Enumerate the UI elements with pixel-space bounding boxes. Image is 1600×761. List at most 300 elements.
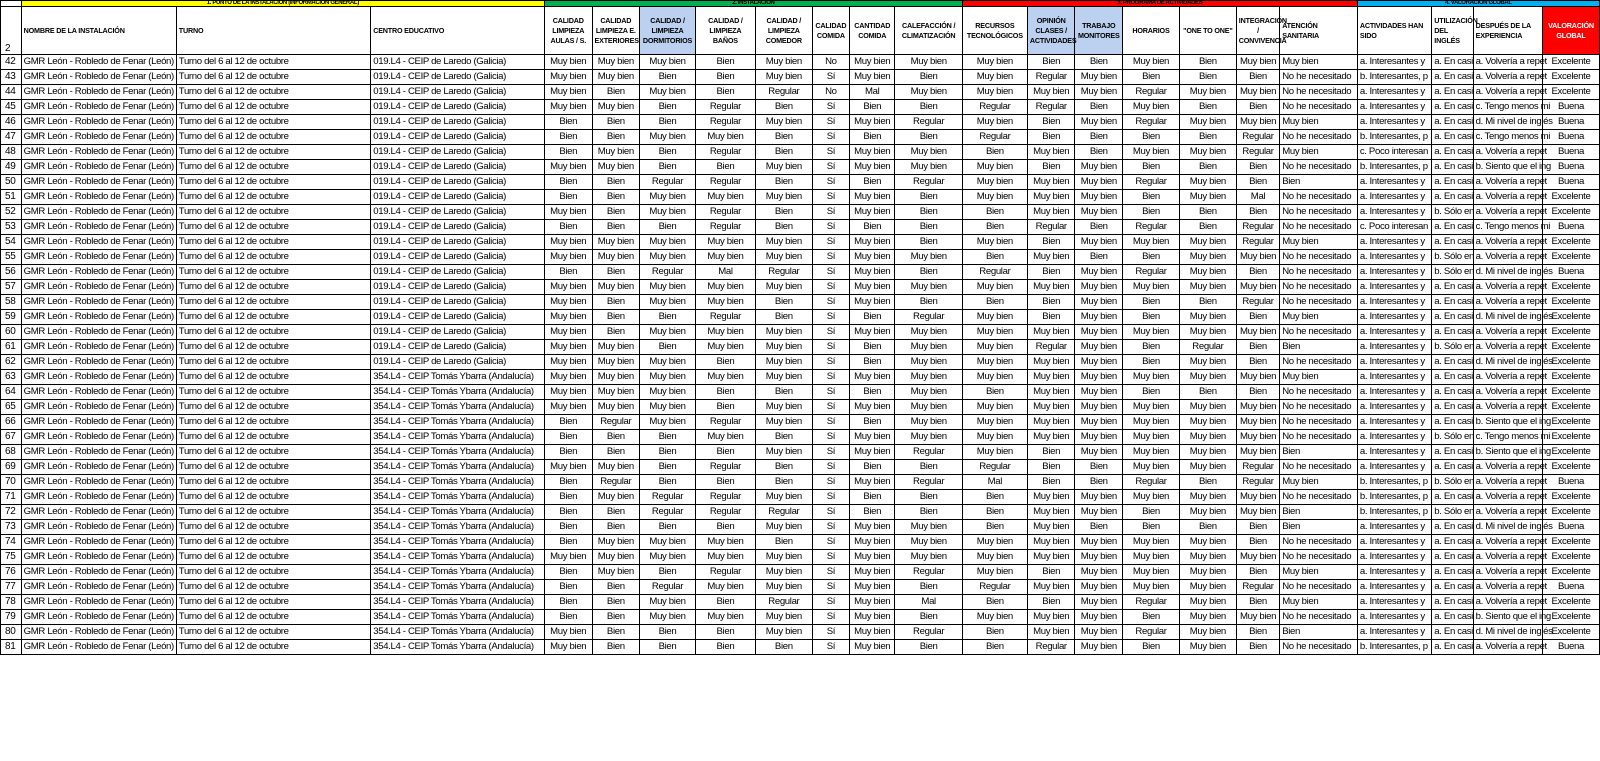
column-header[interactable]: TURNO xyxy=(176,7,370,55)
table-cell[interactable]: Muy bien xyxy=(640,550,696,565)
table-cell[interactable]: Regular xyxy=(1123,595,1180,610)
row-number[interactable]: 51 xyxy=(1,190,22,205)
table-cell[interactable]: 354.L4 - CEIP Tomás Ybarra (Andalucía) xyxy=(371,535,545,550)
table-cell[interactable]: Muy bien xyxy=(849,145,895,160)
table-cell[interactable]: Excelente xyxy=(1542,400,1599,415)
table-cell[interactable]: Muy bien xyxy=(1027,610,1075,625)
table-cell[interactable]: Regular xyxy=(640,580,696,595)
table-cell[interactable]: Sí xyxy=(812,505,849,520)
table-cell[interactable]: Muy bien xyxy=(544,550,592,565)
table-cell[interactable]: Muy bien xyxy=(592,145,640,160)
table-cell[interactable]: GMR León - Robledo de Fenar (León) xyxy=(21,130,176,145)
table-cell[interactable]: Muy bien xyxy=(1123,550,1180,565)
table-cell[interactable]: Bien xyxy=(849,505,895,520)
table-cell[interactable]: Muy bien xyxy=(1280,115,1358,130)
table-cell[interactable]: Turno del 6 al 12 de octubre xyxy=(176,565,370,580)
table-cell[interactable]: Muy bien xyxy=(849,70,895,85)
table-cell[interactable]: a. Interesantes y xyxy=(1357,55,1431,70)
table-cell[interactable]: Muy bien xyxy=(1123,100,1180,115)
table-cell[interactable]: Bien xyxy=(592,520,640,535)
table-cell[interactable]: Bien xyxy=(695,445,755,460)
table-cell[interactable]: a. En casi xyxy=(1432,550,1473,565)
table-cell[interactable]: No he necesitado xyxy=(1280,325,1358,340)
table-cell[interactable]: Muy bien xyxy=(1123,400,1180,415)
table-cell[interactable]: Excelente xyxy=(1542,610,1599,625)
table-cell[interactable]: 354.L4 - CEIP Tomás Ybarra (Andalucía) xyxy=(371,475,545,490)
table-cell[interactable]: a. En casi xyxy=(1432,190,1473,205)
table-cell[interactable]: Sí xyxy=(812,370,849,385)
table-cell[interactable]: Muy bien xyxy=(962,340,1027,355)
section-activities[interactable]: 3. PROGRAMA DE ACTIVIDADES xyxy=(962,1,1357,7)
table-cell[interactable]: Muy bien xyxy=(640,85,696,100)
table-cell[interactable]: Bien xyxy=(592,85,640,100)
table-cell[interactable]: a. En casi xyxy=(1432,85,1473,100)
table-cell[interactable]: Bien xyxy=(755,430,812,445)
table-cell[interactable]: Regular xyxy=(1027,640,1075,655)
table-cell[interactable]: Turno del 6 al 12 de octubre xyxy=(176,430,370,445)
table-cell[interactable]: Turno del 6 al 12 de octubre xyxy=(176,640,370,655)
table-cell[interactable]: Sí xyxy=(812,550,849,565)
table-cell[interactable]: a. Volvería a repet xyxy=(1473,145,1542,160)
table-cell[interactable]: Sí xyxy=(812,640,849,655)
table-cell[interactable]: Bien xyxy=(962,145,1027,160)
table-cell[interactable]: Excelente xyxy=(1542,355,1599,370)
table-cell[interactable]: 019.L4 - CEIP de Laredo (Galicia) xyxy=(371,355,545,370)
table-cell[interactable]: Muy bien xyxy=(1179,325,1236,340)
table-cell[interactable]: Regular xyxy=(895,475,962,490)
table-cell[interactable]: a. Interesantes y xyxy=(1357,250,1431,265)
table-cell[interactable]: Muy bien xyxy=(895,250,962,265)
table-cell[interactable]: a. Interesantes y xyxy=(1357,580,1431,595)
table-cell[interactable]: Bien xyxy=(1280,505,1358,520)
column-header[interactable]: VALORACIÓN GLOBAL xyxy=(1542,7,1599,55)
table-cell[interactable]: 354.L4 - CEIP Tomás Ybarra (Andalucía) xyxy=(371,550,545,565)
row-number[interactable]: 76 xyxy=(1,565,22,580)
table-cell[interactable]: GMR León - Robledo de Fenar (León) xyxy=(21,160,176,175)
table-cell[interactable]: Bien xyxy=(1236,175,1279,190)
row-number[interactable]: 47 xyxy=(1,130,22,145)
table-cell[interactable]: Muy bien xyxy=(849,370,895,385)
table-cell[interactable]: Muy bien xyxy=(1236,445,1279,460)
table-cell[interactable]: GMR León - Robledo de Fenar (León) xyxy=(21,100,176,115)
table-cell[interactable]: Excelente xyxy=(1542,190,1599,205)
row-number[interactable]: 55 xyxy=(1,250,22,265)
table-cell[interactable]: Muy bien xyxy=(755,490,812,505)
table-cell[interactable]: Sí xyxy=(812,445,849,460)
table-cell[interactable]: Bien xyxy=(962,205,1027,220)
table-cell[interactable]: Muy bien xyxy=(755,325,812,340)
table-cell[interactable]: Bien xyxy=(1123,190,1180,205)
table-cell[interactable]: b. Interesantes, p xyxy=(1357,70,1431,85)
table-cell[interactable]: a. En casi xyxy=(1432,325,1473,340)
table-cell[interactable]: Muy bien xyxy=(640,250,696,265)
table-cell[interactable]: Bien xyxy=(544,445,592,460)
table-cell[interactable]: Regular xyxy=(895,565,962,580)
table-cell[interactable]: Muy bien xyxy=(1280,235,1358,250)
table-cell[interactable]: Muy bien xyxy=(544,280,592,295)
table-cell[interactable]: Muy bien xyxy=(1123,325,1180,340)
table-cell[interactable]: Muy bien xyxy=(849,625,895,640)
table-cell[interactable]: 354.L4 - CEIP Tomás Ybarra (Andalucía) xyxy=(371,490,545,505)
table-cell[interactable]: a. Interesantes y xyxy=(1357,535,1431,550)
table-cell[interactable]: a. En casi xyxy=(1432,490,1473,505)
table-cell[interactable]: Bien xyxy=(1179,220,1236,235)
table-cell[interactable]: Muy bien xyxy=(1123,535,1180,550)
table-cell[interactable]: Muy bien xyxy=(755,340,812,355)
table-cell[interactable]: Bien xyxy=(640,625,696,640)
row-number[interactable]: 67 xyxy=(1,430,22,445)
table-cell[interactable]: Muy bien xyxy=(895,430,962,445)
table-cell[interactable]: Bien xyxy=(1236,340,1279,355)
table-cell[interactable]: a. En casi xyxy=(1432,640,1473,655)
table-cell[interactable]: Muy bien xyxy=(640,370,696,385)
table-cell[interactable]: Regular xyxy=(1027,220,1075,235)
table-cell[interactable]: Bien xyxy=(695,55,755,70)
table-cell[interactable]: GMR León - Robledo de Fenar (León) xyxy=(21,190,176,205)
table-cell[interactable]: GMR León - Robledo de Fenar (León) xyxy=(21,550,176,565)
row-number[interactable]: 44 xyxy=(1,85,22,100)
table-cell[interactable]: GMR León - Robledo de Fenar (León) xyxy=(21,55,176,70)
table-cell[interactable]: a. En casi xyxy=(1432,310,1473,325)
table-cell[interactable]: Muy bien xyxy=(1179,370,1236,385)
table-cell[interactable]: No he necesitado xyxy=(1280,130,1358,145)
table-cell[interactable]: Muy bien xyxy=(1123,580,1180,595)
table-cell[interactable]: Buena xyxy=(1542,580,1599,595)
table-cell[interactable]: Bien xyxy=(1075,250,1123,265)
table-cell[interactable]: GMR León - Robledo de Fenar (León) xyxy=(21,640,176,655)
table-cell[interactable]: Regular xyxy=(695,115,755,130)
table-cell[interactable]: Regular xyxy=(1123,220,1180,235)
table-cell[interactable]: Bien xyxy=(1027,310,1075,325)
table-cell[interactable]: No he necesitado xyxy=(1280,160,1358,175)
table-cell[interactable]: 019.L4 - CEIP de Laredo (Galicia) xyxy=(371,340,545,355)
table-cell[interactable]: Muy bien xyxy=(1123,460,1180,475)
table-cell[interactable]: Muy bien xyxy=(962,445,1027,460)
table-cell[interactable]: Muy bien xyxy=(592,235,640,250)
table-cell[interactable]: Excelente xyxy=(1542,340,1599,355)
table-cell[interactable]: a. Interesantes y xyxy=(1357,355,1431,370)
column-header[interactable]: CALIDAD LIMPIEZA E. EXTERIORES xyxy=(592,7,640,55)
table-cell[interactable]: Muy bien xyxy=(1075,535,1123,550)
table-cell[interactable]: Muy bien xyxy=(1075,550,1123,565)
table-cell[interactable]: Muy bien xyxy=(1179,625,1236,640)
table-cell[interactable]: Muy bien xyxy=(1179,580,1236,595)
table-cell[interactable]: Regular xyxy=(1123,175,1180,190)
row-number[interactable]: 58 xyxy=(1,295,22,310)
table-cell[interactable]: Muy bien xyxy=(1075,325,1123,340)
table-cell[interactable]: Sí xyxy=(812,490,849,505)
table-cell[interactable]: Muy bien xyxy=(962,85,1027,100)
table-cell[interactable]: Bien xyxy=(755,205,812,220)
table-cell[interactable]: GMR León - Robledo de Fenar (León) xyxy=(21,145,176,160)
table-cell[interactable]: Muy bien xyxy=(1027,85,1075,100)
table-cell[interactable]: Bien xyxy=(1075,130,1123,145)
table-cell[interactable]: Sí xyxy=(812,205,849,220)
table-cell[interactable]: Muy bien xyxy=(849,205,895,220)
table-cell[interactable]: Sí xyxy=(812,265,849,280)
table-cell[interactable]: Muy bien xyxy=(1075,160,1123,175)
column-header[interactable]: OPINIÓN CLASES / ACTIVIDADES xyxy=(1027,7,1075,55)
table-cell[interactable]: No he necesitado xyxy=(1280,550,1358,565)
table-cell[interactable]: Muy bien xyxy=(849,250,895,265)
table-cell[interactable]: GMR León - Robledo de Fenar (León) xyxy=(21,415,176,430)
table-cell[interactable]: Bien xyxy=(592,640,640,655)
table-cell[interactable]: Excelente xyxy=(1542,550,1599,565)
table-cell[interactable]: Muy bien xyxy=(1075,505,1123,520)
table-cell[interactable]: Excelente xyxy=(1542,385,1599,400)
table-cell[interactable]: a. En casi xyxy=(1432,100,1473,115)
table-cell[interactable]: GMR León - Robledo de Fenar (León) xyxy=(21,85,176,100)
table-cell[interactable]: Bien xyxy=(962,250,1027,265)
table-cell[interactable]: Bien xyxy=(1236,205,1279,220)
table-cell[interactable]: Muy bien xyxy=(755,520,812,535)
table-cell[interactable]: a. En casi xyxy=(1432,595,1473,610)
table-cell[interactable]: Regular xyxy=(1123,265,1180,280)
table-cell[interactable]: No he necesitado xyxy=(1280,385,1358,400)
table-cell[interactable]: Regular xyxy=(695,415,755,430)
table-cell[interactable]: GMR León - Robledo de Fenar (León) xyxy=(21,460,176,475)
table-cell[interactable]: Regular xyxy=(1236,295,1279,310)
table-cell[interactable]: Turno del 6 al 12 de octubre xyxy=(176,595,370,610)
row-number[interactable]: 57 xyxy=(1,280,22,295)
table-cell[interactable]: Turno del 6 al 12 de octubre xyxy=(176,460,370,475)
table-cell[interactable]: Turno del 6 al 12 de octubre xyxy=(176,580,370,595)
row-number[interactable]: 71 xyxy=(1,490,22,505)
table-cell[interactable]: Bien xyxy=(962,220,1027,235)
table-cell[interactable]: Muy bien xyxy=(895,280,962,295)
table-cell[interactable]: Bien xyxy=(1236,160,1279,175)
table-cell[interactable]: a. Volvería a repet xyxy=(1473,340,1542,355)
table-cell[interactable]: Buena xyxy=(1542,520,1599,535)
row-number[interactable]: 53 xyxy=(1,220,22,235)
table-cell[interactable]: Muy bien xyxy=(1236,370,1279,385)
table-cell[interactable]: Regular xyxy=(895,115,962,130)
table-cell[interactable]: Muy bien xyxy=(962,235,1027,250)
table-cell[interactable]: Bien xyxy=(640,640,696,655)
table-cell[interactable]: Sí xyxy=(812,250,849,265)
table-cell[interactable]: Turno del 6 al 12 de octubre xyxy=(176,490,370,505)
table-cell[interactable]: 019.L4 - CEIP de Laredo (Galicia) xyxy=(371,130,545,145)
table-cell[interactable]: Muy bien xyxy=(695,535,755,550)
table-cell[interactable]: Excelente xyxy=(1542,625,1599,640)
row-number[interactable]: 72 xyxy=(1,505,22,520)
table-cell[interactable]: Muy bien xyxy=(849,235,895,250)
table-cell[interactable]: 019.L4 - CEIP de Laredo (Galicia) xyxy=(371,250,545,265)
table-cell[interactable]: Turno del 6 al 12 de octubre xyxy=(176,190,370,205)
table-cell[interactable]: Bien xyxy=(849,385,895,400)
table-cell[interactable]: Muy bien xyxy=(1179,280,1236,295)
table-cell[interactable]: Excelente xyxy=(1542,535,1599,550)
table-cell[interactable]: c. Poco interesan xyxy=(1357,145,1431,160)
table-cell[interactable]: Bien xyxy=(895,265,962,280)
table-cell[interactable]: Bien xyxy=(640,520,696,535)
table-cell[interactable]: Bien xyxy=(755,310,812,325)
table-cell[interactable]: a. Volvería a repet xyxy=(1473,190,1542,205)
column-header[interactable]: CALIDAD / LIMPIEZA DORMITORIOS xyxy=(640,7,696,55)
column-header[interactable]: RECURSOS TECNOLÓGICOS xyxy=(962,7,1027,55)
table-cell[interactable]: Bien xyxy=(640,340,696,355)
table-cell[interactable]: c. Tengo menos mi xyxy=(1473,220,1542,235)
table-cell[interactable]: Buena xyxy=(1542,475,1599,490)
table-cell[interactable]: Muy bien xyxy=(544,160,592,175)
table-cell[interactable]: a. Volvería a repet xyxy=(1473,280,1542,295)
table-cell[interactable]: 019.L4 - CEIP de Laredo (Galicia) xyxy=(371,145,545,160)
table-cell[interactable]: 354.L4 - CEIP Tomás Ybarra (Andalucía) xyxy=(371,505,545,520)
table-cell[interactable]: Muy bien xyxy=(1280,475,1358,490)
table-cell[interactable]: b. Siento que el ing xyxy=(1473,160,1542,175)
table-cell[interactable]: Bien xyxy=(895,490,962,505)
table-cell[interactable]: Muy bien xyxy=(1123,430,1180,445)
table-cell[interactable]: Turno del 6 al 12 de octubre xyxy=(176,385,370,400)
table-cell[interactable]: Muy bien xyxy=(640,130,696,145)
table-cell[interactable]: a. Volvería a repet xyxy=(1473,490,1542,505)
table-cell[interactable]: Bien xyxy=(849,310,895,325)
table-cell[interactable]: Bien xyxy=(640,100,696,115)
table-cell[interactable]: a. Volvería a repet xyxy=(1473,370,1542,385)
table-cell[interactable]: Bien xyxy=(1123,385,1180,400)
table-cell[interactable]: Bien xyxy=(1236,625,1279,640)
table-cell[interactable]: Muy bien xyxy=(755,550,812,565)
table-cell[interactable]: Bien xyxy=(695,520,755,535)
table-cell[interactable]: Bien xyxy=(755,145,812,160)
table-cell[interactable]: Bien xyxy=(895,130,962,145)
table-cell[interactable]: Regular xyxy=(640,265,696,280)
table-cell[interactable]: a. En casi xyxy=(1432,535,1473,550)
table-cell[interactable]: Sí xyxy=(812,430,849,445)
row-number[interactable]: 80 xyxy=(1,625,22,640)
row-number[interactable]: 45 xyxy=(1,100,22,115)
table-cell[interactable]: Regular xyxy=(695,490,755,505)
table-cell[interactable]: Muy bien xyxy=(1075,385,1123,400)
table-cell[interactable]: Sí xyxy=(812,190,849,205)
table-cell[interactable]: Muy bien xyxy=(1075,280,1123,295)
table-cell[interactable]: Muy bien xyxy=(1075,70,1123,85)
table-cell[interactable]: b. Sólo en xyxy=(1432,205,1473,220)
table-cell[interactable]: b. Interesantes, p xyxy=(1357,130,1431,145)
table-cell[interactable]: b. Sólo en xyxy=(1432,340,1473,355)
table-cell[interactable]: No he necesitado xyxy=(1280,610,1358,625)
table-cell[interactable]: Sí xyxy=(812,475,849,490)
table-cell[interactable]: Excelente xyxy=(1542,205,1599,220)
table-cell[interactable]: Muy bien xyxy=(1027,490,1075,505)
row-number[interactable]: 49 xyxy=(1,160,22,175)
table-cell[interactable]: Turno del 6 al 12 de octubre xyxy=(176,550,370,565)
table-cell[interactable]: No he necesitado xyxy=(1280,280,1358,295)
table-cell[interactable]: Bien xyxy=(849,100,895,115)
table-cell[interactable]: Muy bien xyxy=(592,250,640,265)
table-cell[interactable]: No he necesitado xyxy=(1280,355,1358,370)
table-cell[interactable]: Muy bien xyxy=(1027,145,1075,160)
table-cell[interactable]: GMR León - Robledo de Fenar (León) xyxy=(21,565,176,580)
table-cell[interactable]: Muy bien xyxy=(1075,295,1123,310)
table-cell[interactable]: Bien xyxy=(1027,115,1075,130)
table-cell[interactable]: a. Interesantes y xyxy=(1357,385,1431,400)
table-cell[interactable]: Bien xyxy=(1027,130,1075,145)
table-cell[interactable]: a. Volvería a repet xyxy=(1473,385,1542,400)
table-cell[interactable]: Regular xyxy=(695,505,755,520)
table-cell[interactable]: a. Interesantes y xyxy=(1357,115,1431,130)
table-cell[interactable]: Regular xyxy=(895,310,962,325)
table-cell[interactable]: 019.L4 - CEIP de Laredo (Galicia) xyxy=(371,325,545,340)
table-cell[interactable]: Muy bien xyxy=(1179,85,1236,100)
table-cell[interactable]: Muy bien xyxy=(544,340,592,355)
table-cell[interactable]: Bien xyxy=(1236,520,1279,535)
table-cell[interactable]: Muy bien xyxy=(755,370,812,385)
table-cell[interactable]: Buena xyxy=(1542,130,1599,145)
table-cell[interactable]: Muy bien xyxy=(962,610,1027,625)
table-cell[interactable]: Sí xyxy=(812,70,849,85)
table-cell[interactable]: Muy bien xyxy=(849,520,895,535)
table-cell[interactable]: a. Volvería a repet xyxy=(1473,205,1542,220)
table-cell[interactable]: Bien xyxy=(544,130,592,145)
table-cell[interactable]: a. En casi xyxy=(1432,415,1473,430)
table-cell[interactable]: Bien xyxy=(640,430,696,445)
table-cell[interactable]: Bien xyxy=(755,460,812,475)
table-cell[interactable]: 019.L4 - CEIP de Laredo (Galicia) xyxy=(371,70,545,85)
table-cell[interactable]: Excelente xyxy=(1542,235,1599,250)
table-cell[interactable]: Muy bien xyxy=(544,235,592,250)
table-cell[interactable]: Bien xyxy=(544,565,592,580)
table-cell[interactable]: Turno del 6 al 12 de octubre xyxy=(176,115,370,130)
table-cell[interactable]: Muy bien xyxy=(544,370,592,385)
table-cell[interactable]: Bien xyxy=(640,160,696,175)
table-cell[interactable]: Muy bien xyxy=(695,550,755,565)
column-header[interactable]: CALIDAD LIMPIEZA AULAS / S. xyxy=(544,7,592,55)
row-number[interactable]: 68 xyxy=(1,445,22,460)
row-number[interactable]: 61 xyxy=(1,340,22,355)
table-cell[interactable]: Muy bien xyxy=(592,340,640,355)
table-cell[interactable]: Bien xyxy=(1280,520,1358,535)
table-cell[interactable]: Bien xyxy=(1280,445,1358,460)
table-cell[interactable]: Muy bien xyxy=(895,145,962,160)
table-cell[interactable]: Muy bien xyxy=(895,385,962,400)
table-cell[interactable]: Bien xyxy=(849,460,895,475)
table-cell[interactable]: Muy bien xyxy=(1075,595,1123,610)
table-cell[interactable]: Muy bien xyxy=(1236,550,1279,565)
table-cell[interactable]: b. Sólo en xyxy=(1432,250,1473,265)
table-cell[interactable]: Bien xyxy=(962,520,1027,535)
table-cell[interactable]: Muy bien xyxy=(895,340,962,355)
table-cell[interactable]: Muy bien xyxy=(962,310,1027,325)
table-cell[interactable]: Muy bien xyxy=(592,460,640,475)
table-cell[interactable]: Bien xyxy=(1123,205,1180,220)
row-number[interactable]: 62 xyxy=(1,355,22,370)
table-cell[interactable]: Muy bien xyxy=(895,520,962,535)
table-cell[interactable]: Muy bien xyxy=(640,535,696,550)
table-cell[interactable]: Muy bien xyxy=(1179,595,1236,610)
table-cell[interactable]: Turno del 6 al 12 de octubre xyxy=(176,55,370,70)
table-cell[interactable]: No he necesitado xyxy=(1280,265,1358,280)
column-header[interactable]: CALIDAD / LIMPIEZA COMEDOR xyxy=(755,7,812,55)
table-cell[interactable]: Muy bien xyxy=(849,580,895,595)
table-cell[interactable]: Bien xyxy=(695,640,755,655)
table-cell[interactable]: GMR León - Robledo de Fenar (León) xyxy=(21,280,176,295)
table-cell[interactable]: Bien xyxy=(1280,625,1358,640)
table-cell[interactable]: a. Volvería a repet xyxy=(1473,325,1542,340)
table-cell[interactable]: Muy bien xyxy=(962,55,1027,70)
table-cell[interactable]: a. Interesantes y xyxy=(1357,100,1431,115)
table-cell[interactable]: Muy bien xyxy=(695,280,755,295)
table-cell[interactable]: Muy bien xyxy=(1179,640,1236,655)
table-cell[interactable]: Muy bien xyxy=(1075,610,1123,625)
table-cell[interactable]: Muy bien xyxy=(544,100,592,115)
table-cell[interactable]: Excelente xyxy=(1542,310,1599,325)
table-cell[interactable]: Muy bien xyxy=(592,400,640,415)
table-cell[interactable]: a. Interesantes y xyxy=(1357,415,1431,430)
table-cell[interactable]: Buena xyxy=(1542,160,1599,175)
column-header[interactable]: CANTIDAD COMIDA xyxy=(849,7,895,55)
table-cell[interactable]: Muy bien xyxy=(1075,580,1123,595)
